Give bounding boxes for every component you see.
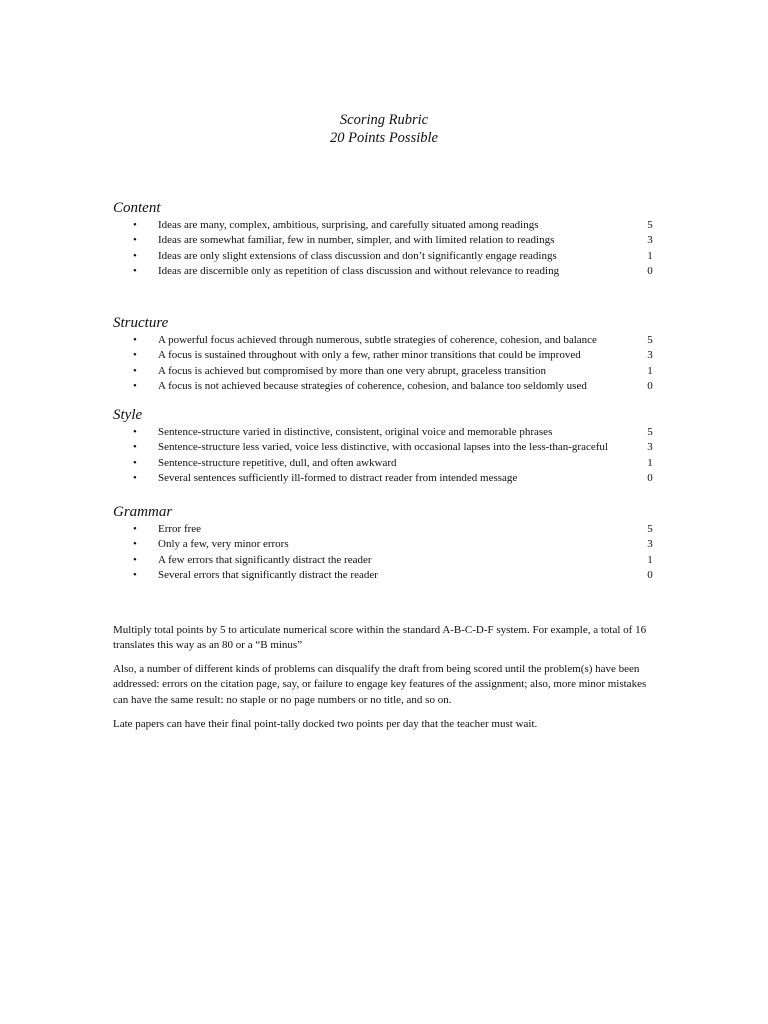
criterion-text: A focus is achieved but compromised by more than one very abrupt, graceless transition [158, 364, 546, 377]
bullet-icon: • [133, 334, 137, 346]
criterion-item [113, 233, 673, 248]
bullet-icon: • [133, 456, 137, 469]
criterion-text: Ideas are many, complex, ambitious, surprising, and carefully situated among readings [158, 219, 539, 231]
criterion-score: 3 [647, 234, 653, 247]
criterion-item [113, 425, 673, 440]
document-title [0, 111, 768, 147]
criterion-item [113, 264, 673, 279]
criterion-score: 0 [647, 569, 653, 582]
criterion-item [113, 553, 673, 568]
criterion-text: Several errors that significantly distract the reader [158, 569, 378, 582]
criterion-text: Ideas are somewhat familiar, few in number, simpler, and with limited relation to readings [158, 234, 555, 247]
section-style [113, 407, 673, 487]
bullet-icon: • [133, 219, 137, 231]
criterion-score: 3 [647, 349, 653, 362]
criterion-score: 3 [647, 441, 653, 454]
bullet-icon: • [133, 249, 137, 262]
criterion-item [113, 522, 673, 537]
criterion-text: Only a few, very minor errors [158, 538, 289, 551]
criterion-text: Several sentences sufficiently ill-formed to distract reader from intended message [158, 472, 518, 485]
section-heading: Style [113, 407, 143, 423]
criterion-score: 5 [647, 334, 653, 346]
criterion-score: 1 [647, 553, 653, 566]
criterion-score: 3 [647, 538, 653, 551]
criterion-score: 0 [647, 380, 653, 393]
criterion-score: 0 [647, 265, 653, 278]
criterion-score: 1 [647, 249, 653, 262]
criterion-text: Ideas are only slight extensions of class discussion and don’t significantly engage readings [158, 249, 557, 262]
bullet-icon: • [133, 441, 137, 454]
criterion-item [113, 568, 673, 583]
bullet-icon: • [133, 523, 137, 535]
criterion-score: 5 [647, 219, 653, 231]
criteria-list [113, 333, 673, 395]
criterion-score: 5 [647, 523, 653, 535]
title-line-1: Scoring Rubric [339, 112, 429, 128]
title-line-2: 20 Points Possible [330, 130, 438, 146]
criterion-item [113, 537, 673, 552]
criterion-score: 5 [647, 426, 653, 438]
section-content [113, 200, 673, 280]
criterion-text: Sentence-structure less varied, voice less distinctive, with occasional lapses into the less-than-graceful [158, 441, 608, 454]
bullet-icon: • [133, 472, 137, 485]
criterion-text: A powerful focus achieved through numerous, subtle strategies of coherence, cohesion, and balance [158, 334, 597, 346]
criterion-item [113, 348, 673, 363]
section-heading: Grammar [113, 504, 173, 520]
note-disqualify: Also, a number of different kinds of problems can disqualify the draft from being scored until the problem(s) have been addressed: errors on the citation page, say, or failure to engage key features of the assignment; also, more minor mistakes can have the same result: no staple or no page numbers or no title, and so on. [113, 663, 647, 706]
section-heading: Content [113, 200, 161, 216]
bullet-icon: • [133, 553, 137, 566]
section-structure [113, 315, 673, 395]
section-grammar [113, 504, 673, 584]
criterion-item [113, 218, 673, 233]
criterion-text: A focus is not achieved because strategies of coherence, cohesion, and balance too seldomly used [158, 380, 587, 393]
criterion-score: 1 [647, 456, 653, 469]
bullet-icon: • [133, 426, 137, 438]
criterion-text: Sentence-structure varied in distinctive, consistent, original voice and memorable phrases [158, 426, 553, 438]
criterion-text: A focus is sustained throughout with only a few, rather minor transitions that could be improved [158, 349, 581, 362]
bullet-icon: • [133, 349, 137, 362]
criterion-text: Error free [158, 523, 202, 535]
bullet-icon: • [133, 569, 137, 582]
criterion-item [113, 440, 673, 455]
criterion-item [113, 471, 673, 486]
bullet-icon: • [133, 265, 137, 278]
criteria-list [113, 218, 673, 280]
bullet-icon: • [133, 538, 137, 551]
criterion-item [113, 379, 673, 394]
criteria-list [113, 522, 673, 584]
criteria-list [113, 425, 673, 487]
criterion-item [113, 364, 673, 379]
note-late: Late papers can have their final point-tally docked two points per day that the teacher must wait. [113, 718, 538, 730]
criterion-item [113, 456, 673, 471]
criterion-score: 1 [647, 364, 653, 377]
criterion-item [113, 333, 673, 348]
bullet-icon: • [133, 364, 137, 377]
bullet-icon: • [133, 380, 137, 393]
criterion-score: 0 [647, 472, 653, 485]
criterion-text: Sentence-structure repetitive, dull, and often awkward [158, 456, 397, 469]
criterion-text: A few errors that significantly distract the reader [158, 553, 372, 566]
criterion-item [113, 249, 673, 264]
section-heading: Structure [113, 315, 169, 331]
bullet-icon: • [133, 234, 137, 247]
note-multiply: Multiply total points by 5 to articulate numerical score within the standard A-B-C-D-F system. For example, a total of 16 translates this way as an 80 or a “B minus” [113, 624, 647, 652]
criterion-text: Ideas are discernible only as repetition of class discussion and without relevance to reading [158, 265, 560, 278]
